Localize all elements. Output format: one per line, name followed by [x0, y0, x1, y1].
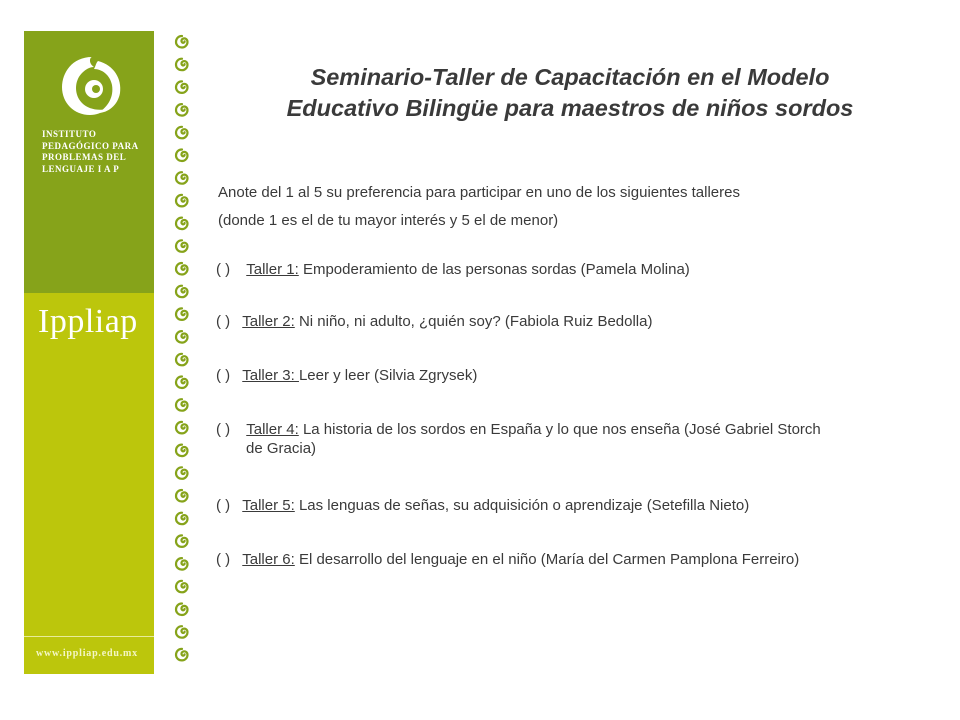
swirl-bullet-icon [176, 535, 188, 547]
swirl-bullet-icon [176, 604, 188, 616]
instructions-line-1: Anote del 1 al 5 su preferencia para participar en uno de los siguientes talleres [218, 184, 740, 201]
swirl-bullet-icon [176, 354, 188, 366]
swirl-bullet-icon [176, 104, 188, 116]
swirl-bullet-icon [176, 240, 188, 252]
instructions-line-2: (donde 1 es el de tu mayor interés y 5 el de menor) [218, 212, 559, 229]
page-title [220, 62, 920, 124]
workshop-item-1 [216, 260, 690, 279]
title-line-2: Educativo Bilingüe para maestros de niños sordos [286, 95, 854, 121]
workshop-label: Taller 5: [242, 497, 295, 514]
instructions [218, 179, 740, 235]
brand-wordmark: Ippliap [38, 303, 138, 340]
choice-parentheses: ( ) [216, 313, 231, 330]
swirl-bullet-icon [176, 445, 188, 457]
workshop-description: Empoderamiento de las personas sordas (Pamela Molina) [298, 261, 690, 278]
decorative-bullet-column [172, 33, 192, 673]
sidebar-middle-panel [24, 293, 154, 665]
workshop-description: Leer y leer (Silvia Zgrysek) [298, 367, 478, 384]
institute-line: PEDAGÓGICO PARA [42, 140, 139, 151]
swirl-bullet-icon [176, 286, 188, 298]
swirl-bullet-icon [176, 218, 188, 230]
workshop-description: El desarrollo del lenguaje en el niño (María del Carmen Pamplona Ferreiro) [294, 551, 800, 568]
swirl-bullet-icon [176, 308, 188, 320]
workshop-item-2 [216, 312, 652, 331]
workshop-description-continuation: de Gracia) [246, 440, 317, 457]
swirl-bullet-icon [176, 263, 188, 275]
swirl-bullet-icon [176, 172, 188, 184]
sidebar-banner [24, 31, 154, 674]
institute-line: INSTITUTO [42, 129, 97, 139]
choice-parentheses: ( ) [216, 261, 231, 278]
title-line-1: Seminario-Taller de Capacitación en el Modelo [310, 64, 830, 90]
swirl-bullet-icon [176, 331, 188, 343]
swirl-bullet-icon [176, 513, 188, 525]
workshop-label: Taller 1: [246, 261, 299, 278]
workshop-description: La historia de los sordos en España y lo que nos enseña (José Gabriel Storch [298, 421, 821, 438]
swirl-bullet-icon [176, 377, 188, 389]
swirl-bullet-icon [176, 490, 188, 502]
workshop-label: Taller 6: [242, 551, 295, 568]
workshop-description: Las lenguas de señas, su adquisición o aprendizaje (Setefilla Nieto) [294, 497, 750, 514]
swirl-bullet-icon [176, 626, 188, 638]
swirl-bullet-icon [176, 467, 188, 479]
swirl-bullet-icon [176, 422, 188, 434]
ippliap-logo-icon [58, 53, 126, 121]
workshop-item-4 [216, 420, 821, 458]
swirl-bullet-icon [176, 558, 188, 570]
choice-parentheses: ( ) [216, 551, 231, 568]
swirl-bullet-icon [176, 399, 188, 411]
website-url: www.ippliap.edu.mx [36, 648, 138, 659]
swirl-bullet-icon [176, 150, 188, 162]
swirl-bullet-icon [176, 59, 188, 70]
swirl-bullet-icon [176, 195, 188, 207]
workshop-label: Taller 3: [242, 367, 299, 384]
institute-line: LENGUAJE I A P [42, 163, 120, 174]
choice-parentheses: ( ) [216, 421, 231, 438]
workshop-description: Ni niño, ni adulto, ¿quién soy? (Fabiola Ruiz Bedolla) [294, 313, 653, 330]
swirl-bullet-icon [176, 649, 188, 661]
workshop-item-3 [216, 366, 477, 385]
institute-line: PROBLEMAS DEL [42, 152, 127, 162]
swirl-bullet-icon [176, 127, 188, 139]
workshop-item-6 [216, 550, 799, 569]
workshop-label: Taller 2: [242, 313, 295, 330]
swirl-bullet-icon [176, 36, 188, 48]
swirl-bullet-icon [176, 581, 188, 593]
swirl-bullet-icon [176, 81, 188, 93]
workshop-item-5 [216, 496, 749, 515]
institute-name [42, 129, 152, 175]
choice-parentheses: ( ) [216, 497, 231, 514]
choice-parentheses: ( ) [216, 367, 231, 384]
workshop-label: Taller 4: [246, 421, 299, 438]
